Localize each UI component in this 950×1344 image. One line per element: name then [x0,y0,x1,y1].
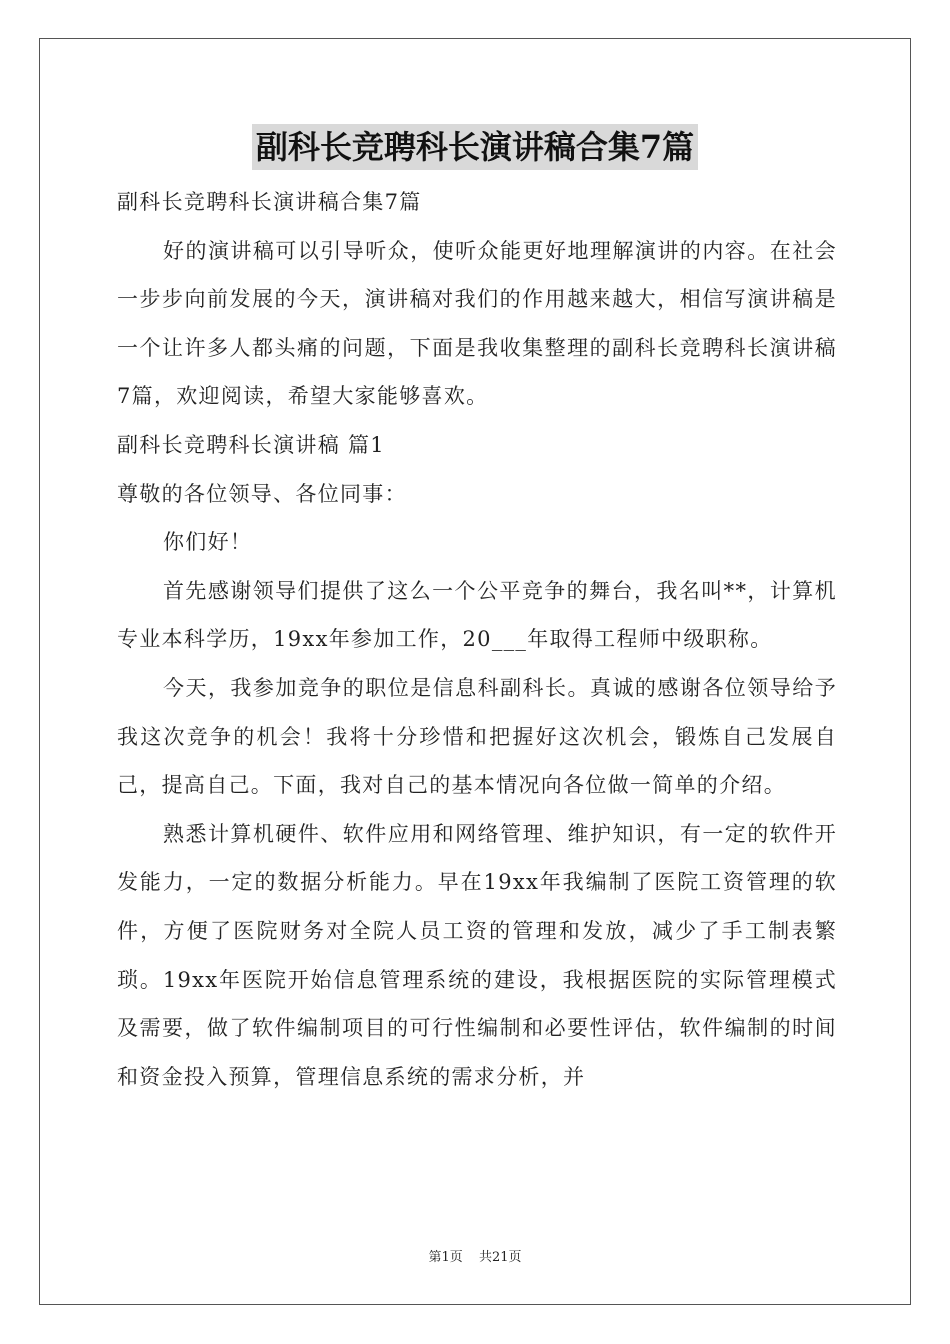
paragraph: 副科长竞聘科长演讲稿合集7篇 [117,190,422,214]
paragraph: 今天，我参加竞争的职位是信息科副科长。真诚的感谢各位领导给予我这次竞争的机会！我将十分珍惜和把握好这次机会，锻炼自己发展自己，提高自己。下面，我对自己的基本情况向各位做一简单的介绍。 [117,675,837,798]
paragraph: 好的演讲稿可以引导听众，使听众能更好地理解演讲的内容。在社会一步步向前发展的今天，演讲稿对我们的作用越来越大，相信写演讲稿是一个让许多人都头痛的问题，下面是我收集整理的副科长竞聘科长演讲稿7篇，欢迎阅读，希望大家能够喜欢。 [117,238,837,409]
section-heading: 副科长竞聘科长演讲稿 篇1 [117,432,385,457]
document-body [117,178,837,1101]
page-footer [0,1246,950,1265]
document-title-container [0,124,950,170]
greeting: 你们好！ [163,530,253,555]
page-total: 共21页 [478,1250,522,1265]
salutation: 尊敬的各位领导、各位同事： [117,481,407,506]
page-number: 第1页 [428,1250,463,1265]
paragraph: 首先感谢领导们提供了这么一个公平竞争的舞台，我名叫**，计算机专业本科学历，19xx年参加工作，20___年取得工程师中级职称。 [117,578,837,652]
document-title: 副科长竞聘科长演讲稿合集7篇 [252,124,698,170]
paragraph: 熟悉计算机硬件、软件应用和网络管理、维护知识，有一定的软件开发能力，一定的数据分析能力。早在19xx年我编制了医院工资管理的软件，方便了医院财务对全院人员工资的管理和发放，减少了手工制表繁琐。19xx年医院开始信息管理系统的建设，我根据医院的实际管理模式及需要，做了软件编制项目的可行性编制和必要性评估，软件编制的时间和资金投入预算，管理信息系统的需求分析，并 [117,821,837,1089]
